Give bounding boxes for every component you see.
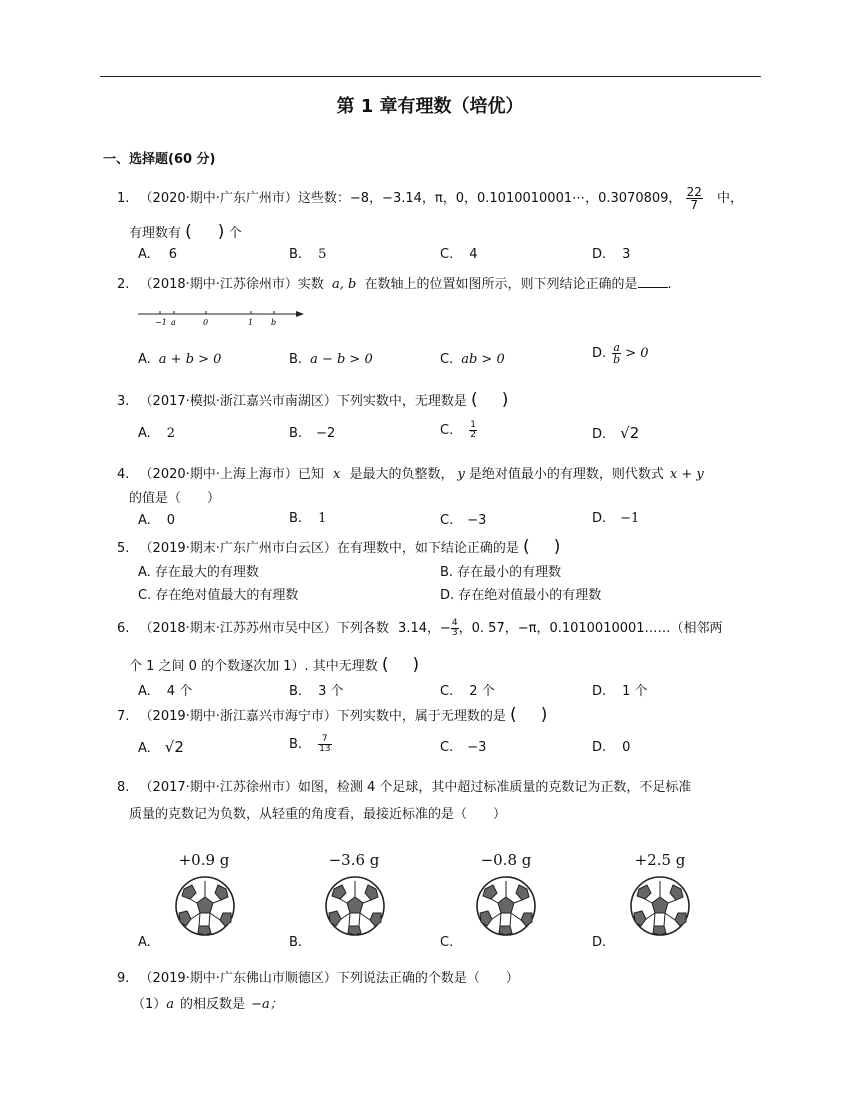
question-stem-tail: 中， — [716, 191, 743, 206]
question-stem: （2018·期末·江苏苏州市吴中区）下列各数 — [139, 621, 389, 636]
question-stem: （2017·模拟·浙江嘉兴市南湖区）下列实数中，无理数是 — [139, 394, 467, 409]
question-8-line2: 质量的克数记为负数，从轻重的角度看，最接近标准的是（ ） — [129, 807, 507, 822]
question-number: 4. — [117, 467, 130, 482]
option-b[interactable]: B. 5 — [289, 247, 327, 262]
option-d[interactable]: D. 0 — [592, 740, 631, 755]
math-variables: a, b — [332, 277, 357, 292]
option-a[interactable]: A. 存在最大的有理数 — [138, 565, 259, 580]
question-number: 1. — [117, 191, 130, 206]
option-a[interactable]: A. a + b > 0 — [138, 352, 222, 367]
question-text: 有理数有 — [129, 226, 182, 241]
fraction: $\frac{4}{3}$ — [451, 618, 458, 638]
answer-paren-open: ( — [185, 222, 192, 242]
weight-label: −3.6 g — [328, 851, 380, 869]
number-line-arrow — [296, 311, 304, 317]
question-stem: （2020·期中·上海上海市）已知 — [139, 467, 324, 482]
option-b[interactable]: B. −2 — [289, 426, 336, 441]
option-c[interactable]: C. −3 — [440, 513, 487, 528]
header-rule — [100, 76, 761, 77]
section-heading: 一、选择题(60 分) — [103, 152, 216, 167]
question-3 — [117, 390, 508, 410]
page-title: 第 1 章有理数（培优） — [336, 96, 524, 117]
question-8 — [117, 776, 691, 795]
option-c[interactable]: C. 存在绝对值最大的有理数 — [138, 588, 299, 603]
fraction: $\frac{7}{13}$ — [319, 734, 331, 754]
option-d[interactable]: D. √2 — [592, 424, 640, 442]
question-stem: （2018·期中·江苏徐州市）实数 — [139, 277, 324, 292]
answer-blank[interactable] — [638, 287, 668, 288]
question-1 — [117, 186, 743, 211]
option-b[interactable]: B. a − b > 0 — [289, 352, 373, 367]
question-stem: 在数轴上的位置如图所示，则下列结论正确的是 — [364, 277, 638, 292]
option-a[interactable]: A. 2 — [138, 426, 176, 441]
question-stem: （2019·期末·广东广州市白云区）在有理数中，如下结论正确的是 — [139, 541, 519, 556]
question-stem: （2020·期中·广东广州市）这些数：−8，−3.14，π，0，0.1010010001⋯，0.3070809， — [139, 191, 682, 206]
option-c[interactable]: C. 4 — [440, 247, 478, 262]
option-c[interactable]: C. — [440, 935, 454, 950]
option-c[interactable]: C. −3 — [440, 740, 487, 755]
tick-label: 0 — [203, 318, 209, 327]
question-4: 4. （2020·期中·上海上海市）已知 x 是最大的负整数， y 是绝对值最小的有理数，则代数式 x + y — [117, 467, 704, 482]
weight-label: +0.9 g — [178, 851, 230, 869]
option-d[interactable]: D. 3 — [592, 247, 631, 262]
question-9 — [117, 967, 519, 986]
question-stem: （2017·期中·江苏徐州市）如图，检测 4 个足球，其中超过标准质量的克数记为正数，不足标准 — [139, 780, 692, 795]
fraction: $\frac{a}{b}$ — [613, 341, 621, 366]
option-d[interactable]: D. −1 — [592, 511, 640, 526]
question-number: 7. — [117, 709, 130, 724]
option-c[interactable]: C. $\frac{1}{2}$ — [440, 420, 476, 440]
option-a[interactable]: A. 4 个 — [138, 684, 193, 699]
option-b[interactable]: B. — [289, 935, 303, 950]
question-6: 6. （2018·期末·江苏苏州市吴中区）下列各数 3.14，− $\frac{4}{3}$ ，0. 5̇7̇，−π，0.1010010001……（相邻两 — [117, 618, 723, 638]
soccer-ball-icon — [324, 875, 386, 937]
question-number: 6. — [117, 621, 130, 636]
tick-label: −1 — [155, 318, 167, 327]
soccer-ball-icon — [475, 875, 537, 937]
question-text: 个 — [228, 226, 242, 241]
option-d[interactable]: D. — [592, 935, 607, 950]
option-d[interactable]: D. 存在绝对值最小的有理数 — [440, 588, 602, 603]
answer-paren-close: ) — [501, 390, 509, 410]
statement-1: （1）a 的相反数是 −a； — [132, 997, 283, 1012]
fraction: $\frac{22}{7}$ — [686, 185, 702, 212]
soccer-ball-icon — [174, 875, 236, 937]
question-7: 7. （2019·期中·浙江嘉兴市海宁市）下列实数中，属于无理数的是 ( ) — [117, 705, 548, 725]
question-number: 2. — [117, 277, 130, 292]
weight-label: −0.8 g — [480, 851, 532, 869]
question-number: 8. — [117, 780, 130, 795]
option-a[interactable]: A. 6 — [138, 247, 178, 262]
question-stem: （2019·期中·广东佛山市顺德区）下列说法正确的个数是（ ） — [139, 971, 519, 986]
option-a[interactable]: A. √2 — [138, 738, 184, 756]
question-4-line2: 的值是（ ） — [129, 491, 221, 506]
option-b[interactable]: B. 3 个 — [289, 684, 344, 699]
tick-label: a — [171, 318, 176, 327]
question-number: 3. — [117, 394, 130, 409]
question-6-line2: 个 1 之间 0 的个数逐次加 1）. 其中无理数 ( ) — [129, 655, 420, 675]
option-c[interactable]: C. 2 个 — [440, 684, 495, 699]
answer-paren-open: ( — [471, 390, 478, 410]
question-number: 5. — [117, 541, 130, 556]
option-b[interactable]: B. 1 — [289, 511, 327, 526]
tick-label: 1 — [248, 318, 254, 327]
soccer-ball-icon — [629, 875, 691, 937]
option-c[interactable]: C. ab > 0 — [440, 352, 505, 367]
question-stem: （2019·期中·浙江嘉兴市海宁市）下列实数中，属于无理数的是 — [139, 709, 506, 724]
question-2: 2. （2018·期中·江苏徐州市）实数 a, b 在数轴上的位置如图所示，则下列结论正确的是 . — [117, 277, 672, 292]
question-5: 5. （2019·期末·广东广州市白云区）在有理数中，如下结论正确的是 ( ) — [117, 537, 561, 557]
number-line-figure — [136, 306, 306, 328]
tick-label: b — [271, 318, 277, 327]
fraction: $\frac{1}{2}$ — [470, 420, 476, 440]
answer-paren-close: ) — [217, 222, 225, 242]
question-1-line2 — [129, 222, 242, 242]
weight-label: +2.5 g — [634, 851, 686, 869]
question-number: 9. — [117, 971, 130, 986]
option-d[interactable]: D. $\frac{a}{b}$ > 0 — [592, 341, 649, 366]
option-b[interactable]: B. $\frac{7}{13}$ — [289, 734, 331, 754]
option-a[interactable]: A. — [138, 935, 151, 950]
option-a[interactable]: A. 0 — [138, 513, 176, 528]
option-b[interactable]: B. 存在最小的有理数 — [440, 565, 562, 580]
option-d[interactable]: D. 1 个 — [592, 684, 648, 699]
